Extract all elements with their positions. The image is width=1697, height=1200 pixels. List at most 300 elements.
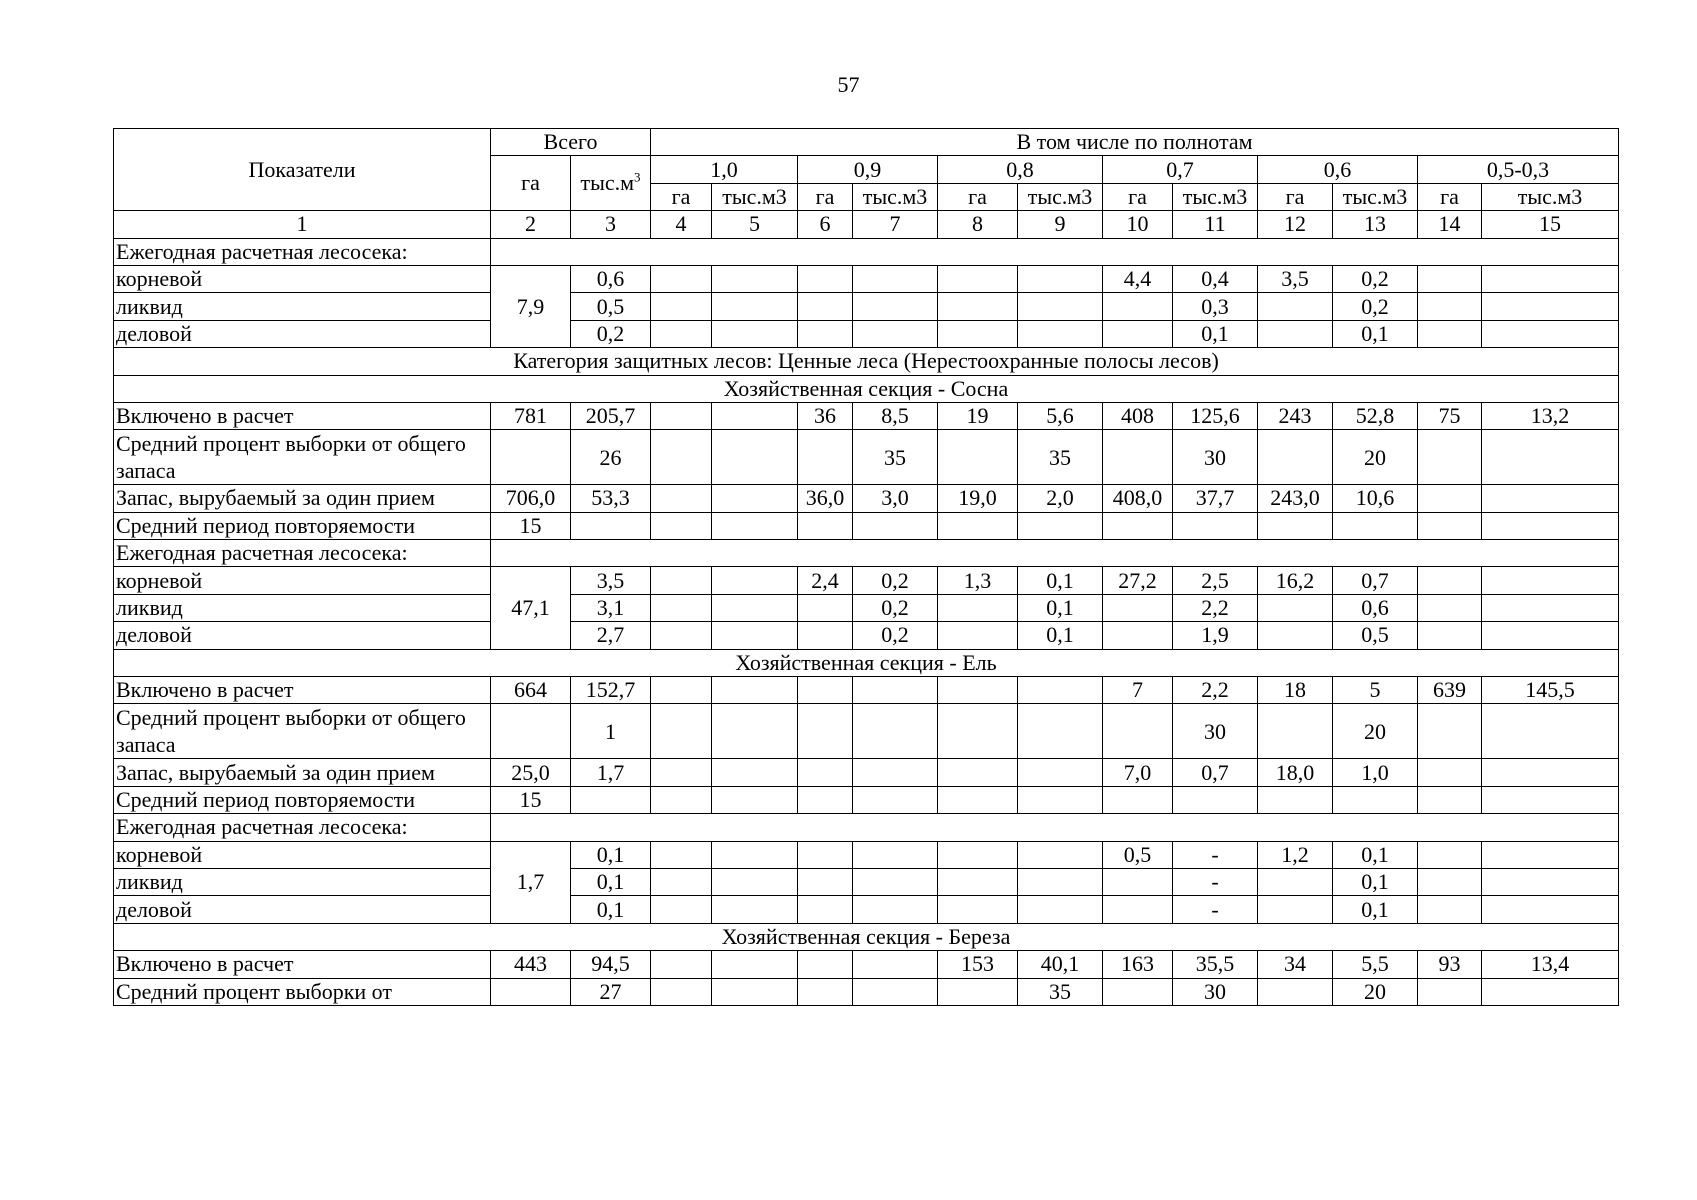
data-cell: 2,5 [1173, 567, 1258, 594]
data-cell: - [1173, 868, 1258, 895]
data-cell: 13,4 [1482, 951, 1619, 978]
data-cell: 2,2 [1173, 594, 1258, 621]
data-cell: 0,5 [571, 293, 651, 320]
data-cell [798, 786, 853, 813]
data-cell: 4,4 [1103, 265, 1173, 292]
data-cell [712, 265, 798, 292]
data-cell [491, 238, 1619, 265]
data-cell [1482, 320, 1619, 347]
table-row [114, 868, 1619, 895]
data-cell: 75 [1418, 402, 1482, 429]
table-row [114, 841, 1619, 868]
data-cell [1258, 868, 1333, 895]
sub-volume: тыс.м3 [1173, 183, 1258, 210]
data-cell: 18 [1258, 677, 1333, 704]
data-cell [798, 759, 853, 786]
data-cell [1418, 868, 1482, 895]
data-cell [651, 786, 712, 813]
header-density-6: 0,5-0,3 [1418, 156, 1619, 183]
data-cell: 1,0 [1333, 759, 1418, 786]
data-cell: 0,1 [1018, 567, 1103, 594]
data-cell [1018, 896, 1103, 923]
data-cell [1418, 567, 1482, 594]
data-cell [712, 594, 798, 621]
data-cell: 1,7 [571, 759, 651, 786]
data-cell: 5,5 [1333, 951, 1418, 978]
data-cell [712, 293, 798, 320]
data-cell [798, 293, 853, 320]
data-cell: 0,3 [1173, 293, 1258, 320]
table-row [114, 512, 1619, 539]
column-number: 12 [1258, 211, 1333, 238]
data-cell [938, 896, 1018, 923]
data-cell [1103, 594, 1173, 621]
data-cell [1418, 430, 1482, 485]
data-cell [1018, 320, 1103, 347]
data-cell [798, 677, 853, 704]
data-cell: 2,0 [1018, 485, 1103, 512]
data-cell [1103, 293, 1173, 320]
data-cell [1103, 868, 1173, 895]
row-label: деловой [114, 622, 491, 649]
data-cell [1258, 594, 1333, 621]
column-number: 6 [798, 211, 853, 238]
data-cell [853, 293, 938, 320]
data-cell: 0,4 [1173, 265, 1258, 292]
data-cell [1103, 622, 1173, 649]
data-cell: 15 [491, 512, 571, 539]
data-cell [853, 951, 938, 978]
column-number: 4 [651, 211, 712, 238]
data-cell [1103, 704, 1173, 759]
data-cell: 664 [491, 677, 571, 704]
data-cell [1418, 759, 1482, 786]
data-cell: 18,0 [1258, 759, 1333, 786]
data-cell: 3,5 [1258, 265, 1333, 292]
data-cell: 27,2 [1103, 567, 1173, 594]
data-cell: 35 [1018, 978, 1103, 1005]
header-total-volume [571, 156, 651, 211]
data-cell: - [1173, 896, 1258, 923]
data-cell: 125,6 [1173, 402, 1258, 429]
data-cell: 2,4 [798, 567, 853, 594]
data-cell: 30 [1173, 704, 1258, 759]
data-cell: 0,1 [1333, 841, 1418, 868]
data-cell [938, 320, 1018, 347]
table-row [114, 238, 1619, 265]
data-cell [712, 951, 798, 978]
data-cell: 40,1 [1018, 951, 1103, 978]
table-row [114, 786, 1619, 813]
data-cell: 8,5 [853, 402, 938, 429]
data-cell [651, 896, 712, 923]
data-cell [798, 622, 853, 649]
data-cell [712, 759, 798, 786]
data-cell [491, 704, 571, 759]
column-number: 15 [1482, 211, 1619, 238]
column-number: 9 [1018, 211, 1103, 238]
table-row [114, 540, 1619, 567]
table-row [114, 567, 1619, 594]
header-density-5: 0,6 [1258, 156, 1418, 183]
data-cell: 0,5 [1333, 622, 1418, 649]
data-cell: 443 [491, 951, 571, 978]
data-cell [651, 841, 712, 868]
data-cell [1482, 594, 1619, 621]
row-label: Средний процент выборки от общего запаса [114, 430, 491, 485]
data-cell: 153 [938, 951, 1018, 978]
data-cell: 0,1 [571, 868, 651, 895]
row-label: ликвид [114, 293, 491, 320]
data-cell [712, 868, 798, 895]
data-cell [853, 978, 938, 1005]
data-cell [1103, 896, 1173, 923]
data-cell [712, 430, 798, 485]
data-cell [571, 512, 651, 539]
data-cell: 0,1 [571, 896, 651, 923]
data-cell [1418, 704, 1482, 759]
sub-ha: га [938, 183, 1018, 210]
data-cell: 408 [1103, 402, 1173, 429]
data-cell: 10,6 [1333, 485, 1418, 512]
data-cell [853, 512, 938, 539]
data-cell [1482, 430, 1619, 485]
data-cell [1103, 786, 1173, 813]
data-cell: 19,0 [938, 485, 1018, 512]
data-cell [853, 896, 938, 923]
data-cell [938, 978, 1018, 1005]
data-cell: 16,2 [1258, 567, 1333, 594]
data-cell: 706,0 [491, 485, 571, 512]
row-label: корневой [114, 841, 491, 868]
data-cell [651, 512, 712, 539]
data-cell [938, 430, 1018, 485]
table-row [114, 293, 1619, 320]
data-cell [1018, 704, 1103, 759]
data-cell [1418, 293, 1482, 320]
data-cell [1482, 868, 1619, 895]
column-number: 5 [712, 211, 798, 238]
data-cell [712, 704, 798, 759]
data-cell: 52,8 [1333, 402, 1418, 429]
data-cell [712, 896, 798, 923]
data-cell: 36 [798, 402, 853, 429]
header-density-4: 0,7 [1103, 156, 1258, 183]
data-cell [712, 978, 798, 1005]
data-cell [1103, 978, 1173, 1005]
data-cell [938, 265, 1018, 292]
data-cell [798, 951, 853, 978]
row-label: Ежегодная расчетная лесосека: [114, 540, 491, 567]
table-row [114, 704, 1619, 759]
data-cell [1418, 512, 1482, 539]
data-cell [798, 704, 853, 759]
sub-volume: тыс.м3 [1482, 183, 1619, 210]
data-cell: 19 [938, 402, 1018, 429]
data-cell [651, 402, 712, 429]
data-cell [853, 786, 938, 813]
row-label: Средний процент выборки от [114, 978, 491, 1005]
table-row [114, 622, 1619, 649]
data-cell [1418, 485, 1482, 512]
data-cell: 37,7 [1173, 485, 1258, 512]
data-cell: 93 [1418, 951, 1482, 978]
data-cell: 0,2 [853, 594, 938, 621]
data-cell [651, 265, 712, 292]
data-cell [491, 540, 1619, 567]
data-cell [712, 320, 798, 347]
data-cell: 27 [571, 978, 651, 1005]
data-cell: 0,2 [853, 622, 938, 649]
data-cell [1103, 430, 1173, 485]
data-cell [1418, 320, 1482, 347]
data-cell [712, 567, 798, 594]
data-cell [1482, 896, 1619, 923]
data-cell [1018, 265, 1103, 292]
data-cell: 0,1 [571, 841, 651, 868]
data-cell: 26 [571, 430, 651, 485]
data-cell [651, 868, 712, 895]
sub-volume: тыс.м3 [1018, 183, 1103, 210]
page-number: 57 [837, 72, 860, 97]
row-label: ликвид [114, 868, 491, 895]
data-cell: 7,0 [1103, 759, 1173, 786]
row-label: Включено в расчет [114, 677, 491, 704]
data-cell: 20 [1333, 430, 1418, 485]
data-cell [853, 868, 938, 895]
sub-ha: га [1418, 183, 1482, 210]
sub-ha: га [798, 183, 853, 210]
data-cell [1418, 265, 1482, 292]
data-cell [798, 320, 853, 347]
data-cell [651, 978, 712, 1005]
data-cell: 1,2 [1258, 841, 1333, 868]
sub-volume: тыс.м3 [853, 183, 938, 210]
data-cell: 5 [1333, 677, 1418, 704]
sub-ha: га [1103, 183, 1173, 210]
data-cell [1018, 512, 1103, 539]
column-number: 11 [1173, 211, 1258, 238]
data-cell [853, 759, 938, 786]
data-cell: 20 [1333, 704, 1418, 759]
row-label: Включено в расчет [114, 402, 491, 429]
category-title: Категория защитных лесов: Ценные леса (Нерестоохранные полосы лесов) [114, 348, 1619, 375]
data-cell [1482, 978, 1619, 1005]
data-cell [853, 677, 938, 704]
data-cell [938, 704, 1018, 759]
column-number: 10 [1103, 211, 1173, 238]
row-label: Средний период повторяемости [114, 786, 491, 813]
data-cell [651, 951, 712, 978]
data-cell [1482, 759, 1619, 786]
data-cell: 0,7 [1173, 759, 1258, 786]
data-cell [1418, 622, 1482, 649]
sub-ha: га [1258, 183, 1333, 210]
data-cell: 639 [1418, 677, 1482, 704]
data-cell: 35 [853, 430, 938, 485]
data-cell [853, 704, 938, 759]
data-cell: 53,3 [571, 485, 651, 512]
data-cell [712, 485, 798, 512]
data-cell [798, 868, 853, 895]
column-numbers-row [114, 211, 1619, 238]
row-label: Средний процент выборки от общего запаса [114, 704, 491, 759]
data-cell: 1,3 [938, 567, 1018, 594]
data-cell [1482, 622, 1619, 649]
data-cell [938, 786, 1018, 813]
row-label: деловой [114, 896, 491, 923]
data-cell: 2,7 [571, 622, 651, 649]
data-cell [1258, 786, 1333, 813]
row-label: Ежегодная расчетная лесосека: [114, 238, 491, 265]
data-cell: 7 [1103, 677, 1173, 704]
table-row [114, 951, 1619, 978]
data-cell [1018, 677, 1103, 704]
table-row [114, 348, 1619, 375]
section-title: Хозяйственная секция - Сосна [114, 375, 1619, 402]
header-indicators: Показатели [114, 129, 491, 211]
data-cell [1258, 320, 1333, 347]
header-total: Всего [491, 129, 651, 156]
row-label: корневой [114, 567, 491, 594]
data-cell [1482, 567, 1619, 594]
data-cell [1482, 512, 1619, 539]
data-cell: 0,2 [571, 320, 651, 347]
volume-unit: тыс.м [580, 170, 635, 196]
data-cell [938, 594, 1018, 621]
data-cell [651, 622, 712, 649]
header-density-3: 0,8 [938, 156, 1103, 183]
column-number: 7 [853, 211, 938, 238]
data-cell [571, 786, 651, 813]
data-cell: 0,1 [1018, 594, 1103, 621]
header-total-ha: га [491, 156, 571, 211]
table-row [114, 896, 1619, 923]
data-cell [1258, 293, 1333, 320]
data-cell: 1 [571, 704, 651, 759]
data-cell [938, 841, 1018, 868]
row-label: Запас, вырубаемый за один прием [114, 759, 491, 786]
data-cell [853, 841, 938, 868]
data-cell [651, 677, 712, 704]
data-cell: 0,2 [853, 567, 938, 594]
table-row [114, 485, 1619, 512]
data-cell: 1,7 [491, 841, 571, 923]
data-cell [1018, 293, 1103, 320]
data-cell [712, 841, 798, 868]
data-cell [1103, 512, 1173, 539]
data-cell [853, 320, 938, 347]
data-cell: 243,0 [1258, 485, 1333, 512]
row-label: Включено в расчет [114, 951, 491, 978]
data-cell: 0,6 [571, 265, 651, 292]
data-cell: 0,1 [1018, 622, 1103, 649]
data-cell [1482, 293, 1619, 320]
row-label: Ежегодная расчетная лесосека: [114, 814, 491, 841]
table-row [114, 320, 1619, 347]
sub-ha: га [651, 183, 712, 210]
data-cell: 36,0 [798, 485, 853, 512]
data-cell: 15 [491, 786, 571, 813]
data-cell [651, 759, 712, 786]
data-cell [1018, 759, 1103, 786]
row-label: ликвид [114, 594, 491, 621]
data-cell [651, 594, 712, 621]
data-cell [1418, 896, 1482, 923]
data-cell [651, 430, 712, 485]
data-cell: 0,7 [1333, 567, 1418, 594]
table-row [114, 923, 1619, 950]
data-cell [1418, 978, 1482, 1005]
data-cell [938, 868, 1018, 895]
header-density-1: 1,0 [651, 156, 798, 183]
table-row [114, 649, 1619, 676]
data-cell: 1,9 [1173, 622, 1258, 649]
data-cell: 3,1 [571, 594, 651, 621]
row-label: Средний период повторяемости [114, 512, 491, 539]
data-cell [1258, 978, 1333, 1005]
data-cell [798, 896, 853, 923]
data-cell [491, 978, 571, 1005]
data-cell: 152,7 [571, 677, 651, 704]
data-cell [712, 402, 798, 429]
data-cell [491, 430, 571, 485]
table-row [114, 814, 1619, 841]
data-cell: 0,6 [1333, 594, 1418, 621]
row-label: корневой [114, 265, 491, 292]
data-cell [798, 978, 853, 1005]
header-by-density: В том числе по полнотам [651, 129, 1619, 156]
table-row [114, 430, 1619, 485]
table-row [114, 677, 1619, 704]
data-cell: 35 [1018, 430, 1103, 485]
data-cell [1018, 868, 1103, 895]
data-cell [1482, 841, 1619, 868]
data-cell [1258, 512, 1333, 539]
forest-cutting-table [113, 128, 1619, 1006]
data-cell [1258, 896, 1333, 923]
data-cell [798, 430, 853, 485]
row-label: деловой [114, 320, 491, 347]
data-cell: 30 [1173, 978, 1258, 1005]
data-cell [938, 512, 1018, 539]
data-cell: 145,5 [1482, 677, 1619, 704]
data-cell [651, 293, 712, 320]
data-cell [1418, 594, 1482, 621]
data-cell [938, 759, 1018, 786]
data-cell: 0,1 [1333, 868, 1418, 895]
data-cell: 5,6 [1018, 402, 1103, 429]
header-density-2: 0,9 [798, 156, 938, 183]
data-cell: 34 [1258, 951, 1333, 978]
data-cell [712, 677, 798, 704]
table-row [114, 402, 1619, 429]
data-cell [651, 704, 712, 759]
data-cell [1482, 786, 1619, 813]
data-cell: 0,1 [1333, 896, 1418, 923]
data-cell: 13,2 [1482, 402, 1619, 429]
data-cell: 243 [1258, 402, 1333, 429]
column-number: 2 [491, 211, 571, 238]
data-cell: 2,2 [1173, 677, 1258, 704]
table-row [114, 594, 1619, 621]
data-cell [798, 841, 853, 868]
data-cell [1173, 786, 1258, 813]
data-cell [1103, 320, 1173, 347]
section-title: Хозяйственная секция - Ель [114, 649, 1619, 676]
data-cell: 7,9 [491, 265, 571, 347]
data-cell: 47,1 [491, 567, 571, 649]
